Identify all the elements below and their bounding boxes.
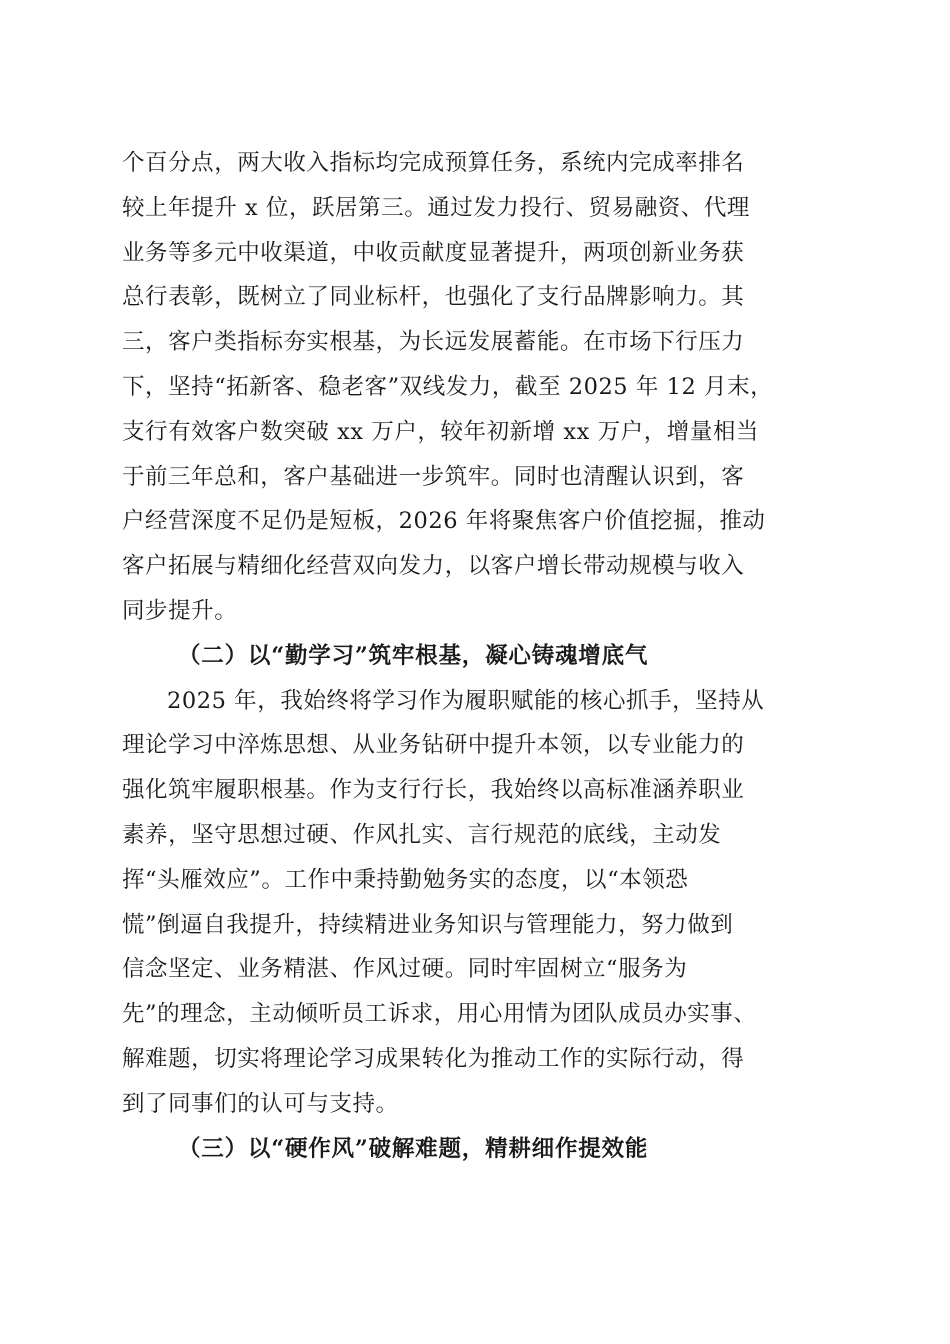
paragraph-line: 先”的理念，主动倾听员工诉求，用心用情为团队成员办实事、	[122, 1001, 757, 1028]
paragraph-line: 于前三年总和，客户基础进一步筑牢。同时也清醒认识到，客	[122, 463, 745, 490]
paragraph-line: 业务等多元中收渠道，中收贡献度显著提升，两项创新业务获	[122, 239, 745, 266]
paragraph-line: 总行表彰，既树立了同业标杆，也强化了支行品牌影响力。其	[122, 284, 745, 311]
paragraph-line: 解难题，切实将理论学习成果转化为推动工作的实际行动，得	[122, 1045, 745, 1072]
paragraph-line: 挥“头雁效应”。工作中秉持勤勉务实的态度，以“本领恐	[122, 866, 689, 893]
paragraph-line: 客户拓展与精细化经营双向发力，以客户增长带动规模与收入	[122, 553, 745, 580]
paragraph-line: 较上年提升 x 位，跃居第三。通过发力投行、贸易融资、代理	[122, 194, 750, 221]
paragraph-line: 支行有效客户数突破 xx 万户，较年初新增 xx 万户，增量相当	[122, 418, 759, 445]
paragraph-line: 信念坚定、业务精湛、作风过硬。同时牢固树立“服务为	[122, 956, 688, 983]
paragraph-line: 强化筑牢履职根基。作为支行行长，我始终以高标准涵养职业	[122, 777, 745, 804]
paragraph-line: 素养，坚守思想过硬、作风扎实、言行规范的底线，主动发	[122, 821, 722, 848]
paragraph-line: 三，客户类指标夯实根基，为长远发展蓄能。在市场下行压力	[122, 329, 745, 356]
paragraph-line: 理论学习中淬炼思想、从业务钻研中提升本领，以专业能力的	[122, 732, 745, 759]
section-heading-3: （三）以“硬作风”破解难题，精耕细作提效能	[178, 1135, 649, 1162]
paragraph-line: 慌”倒逼自我提升，持续精进业务知识与管理能力，努力做到	[122, 911, 734, 938]
paragraph-line: 户经营深度不足仍是短板，2026 年将聚焦客户价值挖掘，推动	[122, 508, 766, 535]
paragraph-line: 个百分点，两大收入指标均完成预算任务，系统内完成率排名	[122, 150, 745, 176]
paragraph-line: 下，坚持“拓新客、稳老客”双线发力，截至 2025 年 12 月末，	[122, 373, 774, 400]
paragraph-line: 2025 年，我始终将学习作为履职赋能的核心抓手，坚持从	[167, 687, 765, 714]
section-heading-2: （二）以“勤学习”筑牢根基，凝心铸魂增底气	[178, 642, 649, 669]
paragraph-line: 到了同事们的认可与支持。	[122, 1090, 399, 1117]
paragraph-line: 同步提升。	[122, 597, 238, 624]
document-body	[122, 141, 832, 1171]
